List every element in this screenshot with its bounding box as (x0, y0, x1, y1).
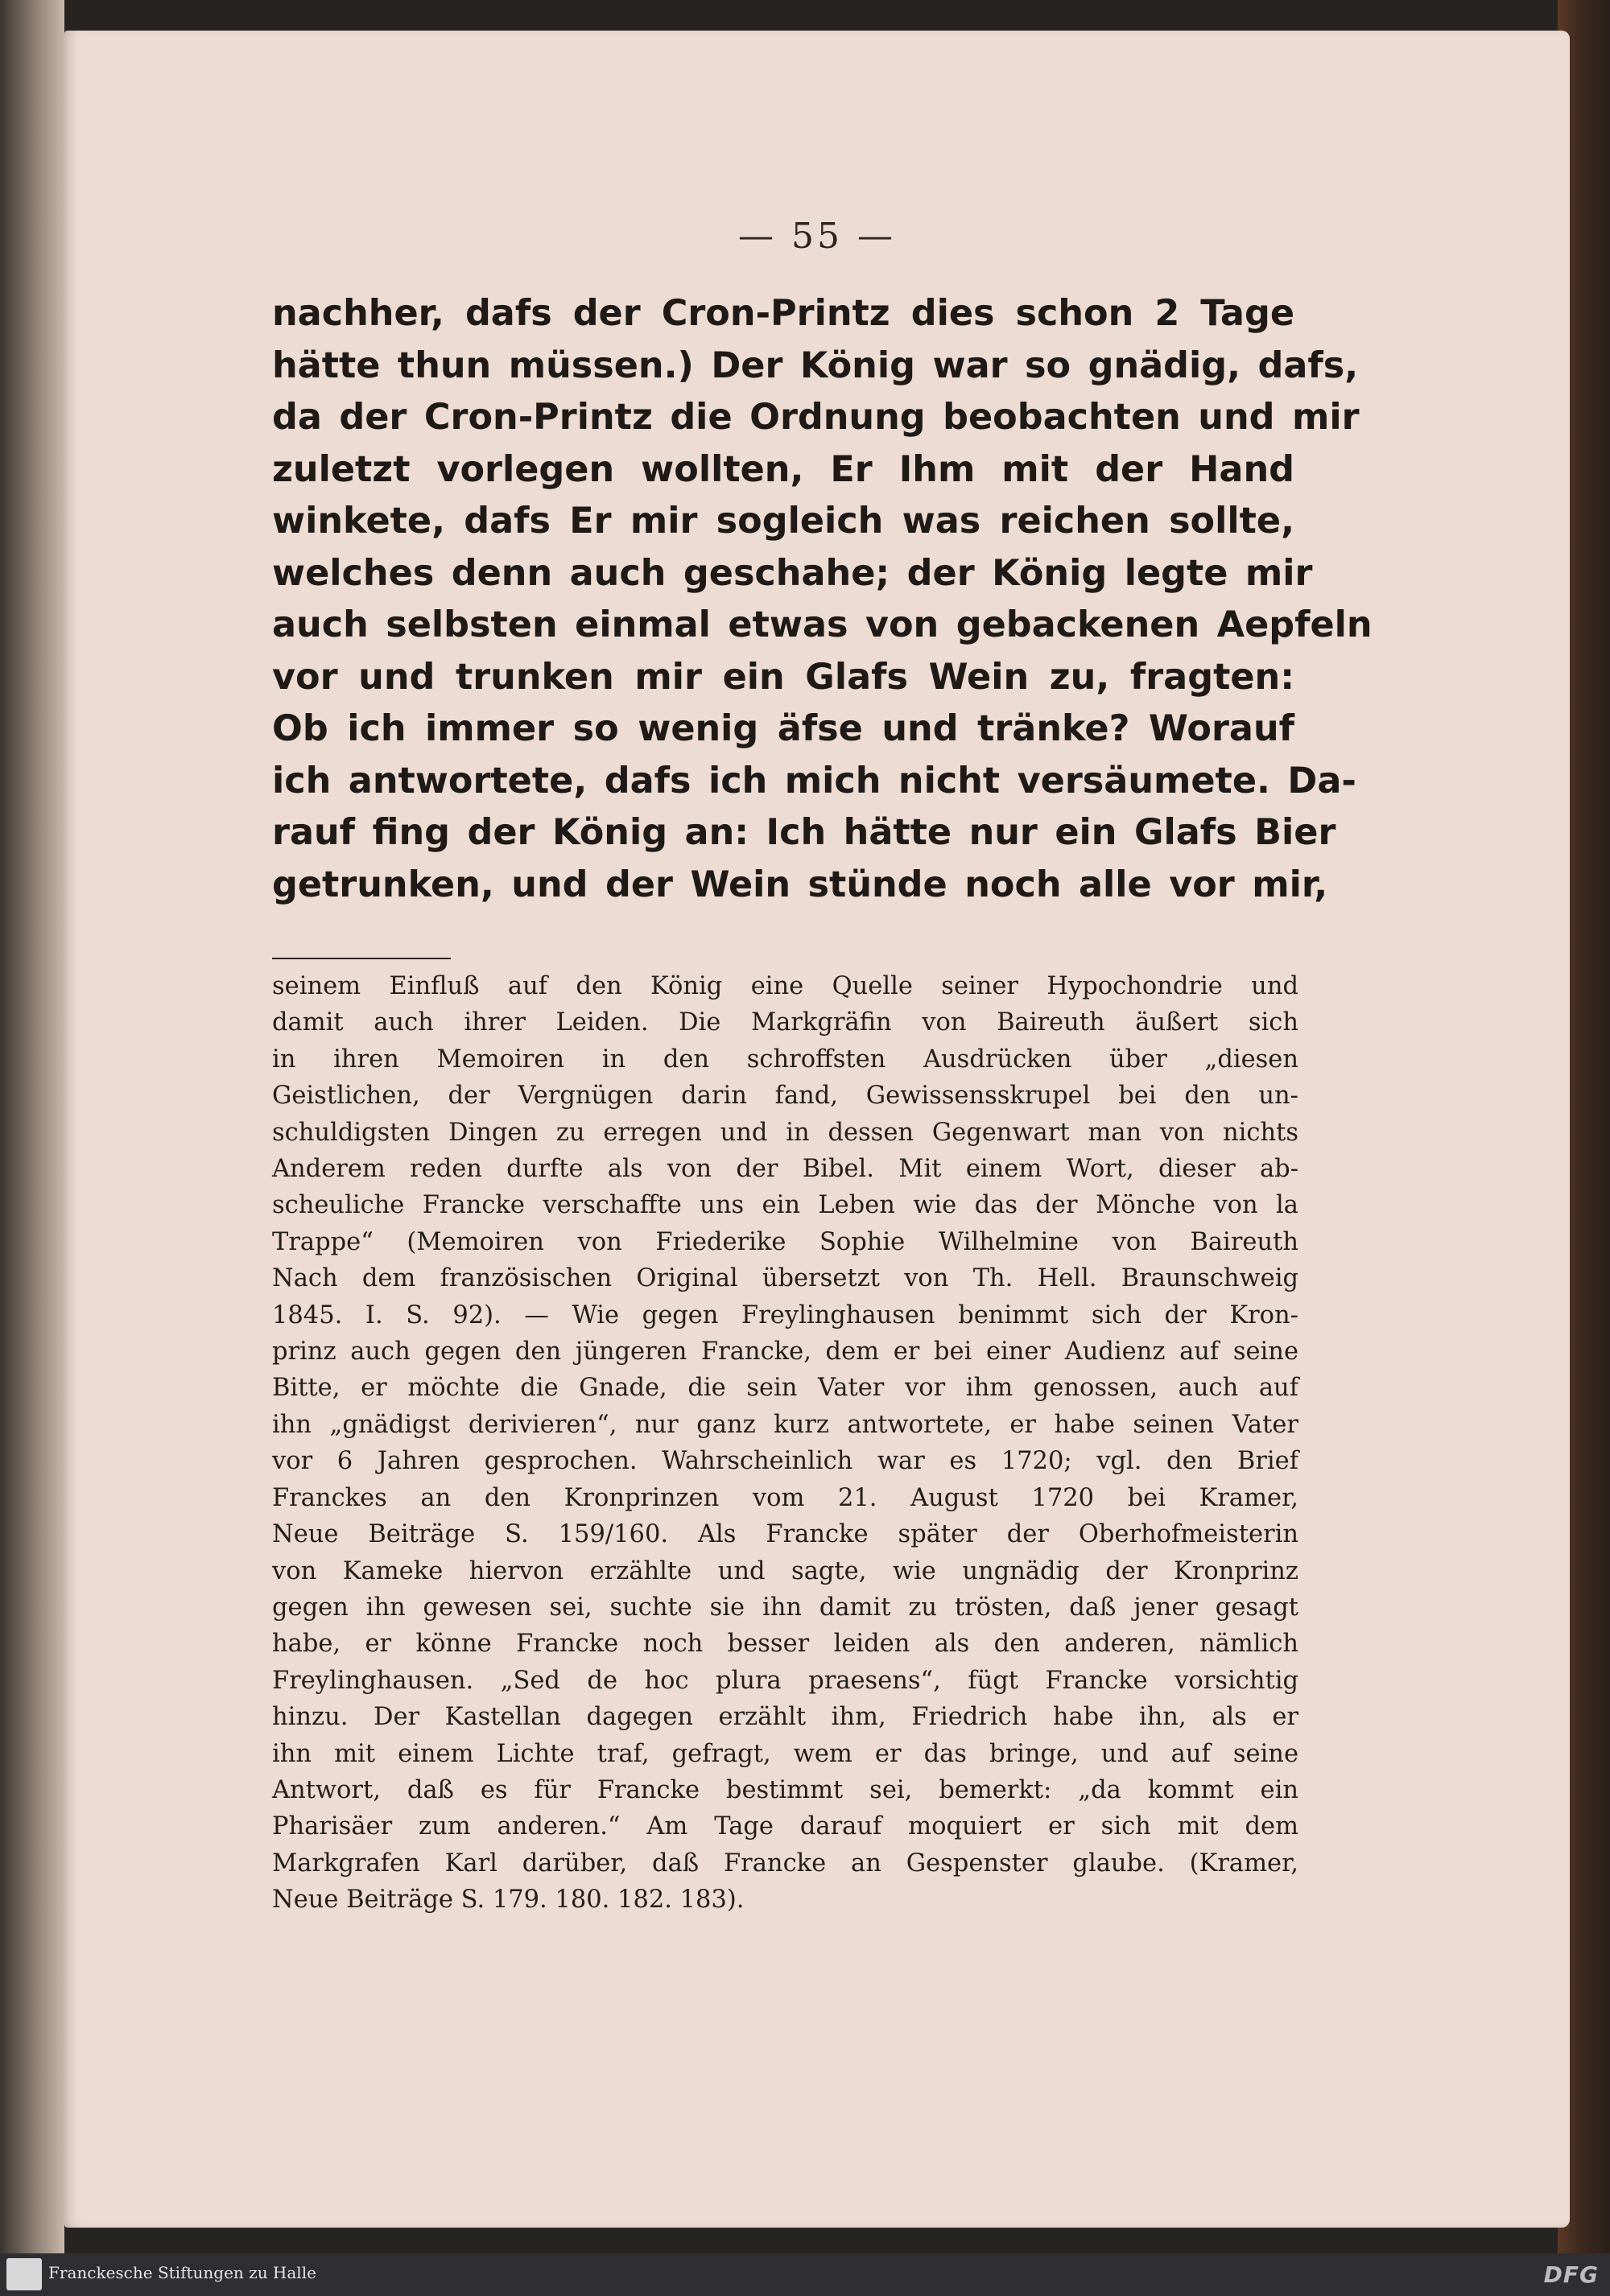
footnote-line: Geistlichen, der Vergnügen darin fand, Gewissensskrupel bei den un- (272, 1082, 1298, 1111)
main-text-line: vor und trunken mir ein Glafs Wein zu, fragten: (272, 656, 1294, 698)
page-number: — 55 — (738, 216, 896, 257)
dfg-logo[interactable]: DFG (1543, 2261, 1599, 2288)
main-text-line: zuletzt vorlegen wollten, Er Ihm mit der Hand (272, 448, 1294, 490)
footnote-line: prinz auch gegen den jüngeren Francke, dem er bei einer Audienz auf seine (272, 1338, 1298, 1366)
main-text-line: ich antwortete, dafs ich mich nicht versäumete. Da- (272, 760, 1356, 802)
main-text-line: nachher, dafs der Cron-Printz dies schon 2 Tage (272, 293, 1294, 334)
main-text-line: da der Cron-Printz die Ordnung beobachten und mir (272, 397, 1360, 438)
footnote-line: damit auch ihrer Leiden. Die Markgräfin von Baireuth äußert sich (272, 1008, 1298, 1037)
footnote-line: Trappe“ (Memoiren von Friederike Sophie Wilhelmine von Baireuth (272, 1227, 1298, 1256)
footnote-line: in ihren Memoiren in den schroffsten Ausdrücken über „diesen (272, 1045, 1298, 1074)
footnote-line: habe, er könne Francke noch besser leiden als den anderen, nämlich (272, 1630, 1298, 1659)
book-page (64, 31, 1570, 2228)
main-text-line: rauf fing der König an: Ich hätte nur ein Glafs Bier (272, 812, 1336, 853)
main-text-line: welches denn auch geschahe; der König legte mir (272, 552, 1313, 594)
book-edge-left (0, 0, 64, 2253)
footnote (272, 968, 1298, 1919)
footnote-line: ihn „gnädigst derivieren“, nur ganz kurz antwortete, er habe seinen Vater (272, 1410, 1298, 1439)
footnote-line: Neue Beiträge S. 179. 180. 182. 183). (272, 1886, 745, 1915)
footnote-line: Freylinghausen. „Sed de hoc plura praesens“, fügt Francke vorsichtig (272, 1666, 1298, 1695)
footnote-line: schuldigsten Dingen zu erregen und in dessen Gegenwart man von nichts (272, 1118, 1298, 1147)
main-text-line: hätte thun müssen.) Der König war so gnädig, dafs, (272, 344, 1359, 386)
main-text-line: winkete, dafs Er mir sogleich was reichen sollte, (272, 501, 1294, 542)
franckesche-stiftungen-logo-icon[interactable] (6, 2258, 42, 2290)
viewer-footer (0, 2253, 1610, 2296)
footnote-line: scheuliche Francke verschaffte uns ein Leben wie das der Mönche von la (272, 1191, 1298, 1220)
footnote-line: von Kameke hiervon erzählte und sagte, wie ungnädig der Kronprinz (272, 1556, 1298, 1585)
main-text-line: auch selbsten einmal etwas von gebackenen Aepfeln (272, 604, 1373, 645)
main-text (272, 288, 1373, 911)
main-text-line: getrunken, und der Wein stünde noch alle vor mir, (272, 864, 1328, 905)
footnote-line: Anderem reden durfte als von der Bibel. Mit einem Wort, dieser ab- (272, 1155, 1298, 1184)
footnote-line: hinzu. Der Kastellan dagegen erzählt ihm, Friedrich habe ihn, als er (272, 1703, 1298, 1732)
footer-institution-label[interactable]: Franckesche Stiftungen zu Halle (48, 2263, 316, 2282)
footnote-line: vor 6 Jahren gesprochen. Wahrscheinlich war es 1720; vgl. den Brief (272, 1447, 1298, 1476)
footnote-line: Bitte, er möchte die Gnade, die sein Vater vor ihm genossen, auch auf (272, 1374, 1298, 1403)
footnote-divider (272, 958, 451, 959)
footnote-line: Franckes an den Kronprinzen vom 21. August 1720 bei Kramer, (272, 1483, 1298, 1512)
footnote-line: seinem Einfluß auf den König eine Quelle seiner Hypochondrie und (272, 972, 1298, 1000)
footnote-line: Nach dem französischen Original übersetzt von Th. Hell. Braunschweig (272, 1264, 1298, 1293)
footnote-line: ihn mit einem Lichte traf, gefragt, wem er das bringe, und auf seine (272, 1739, 1298, 1768)
footnote-line: gegen ihn gewesen sei, suchte sie ihn damit zu trösten, daß jener gesagt (272, 1593, 1298, 1622)
footnote-line: Antwort, daß es für Francke bestimmt sei, bemerkt: „da kommt ein (272, 1775, 1298, 1804)
main-text-line: Ob ich immer so wenig äfse und tränke? Worauf (272, 708, 1294, 749)
footnote-line: 1845. I. S. 92). — Wie gegen Freylinghausen benimmt sich der Kron- (272, 1301, 1298, 1329)
footnote-line: Markgrafen Karl darüber, daß Francke an Gespenster glaube. (Kramer, (272, 1849, 1298, 1878)
footnote-line: Neue Beiträge S. 159/160. Als Francke später der Oberhofmeisterin (272, 1520, 1298, 1549)
footnote-line: Pharisäer zum anderen.“ Am Tage darauf moquiert er sich mit dem (272, 1812, 1298, 1841)
